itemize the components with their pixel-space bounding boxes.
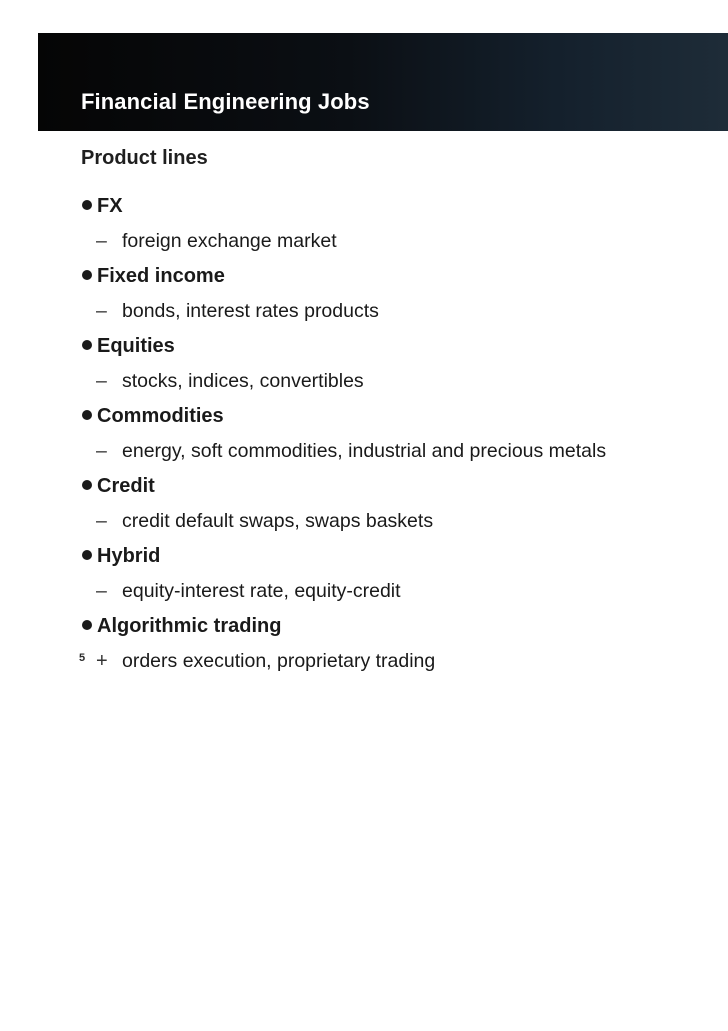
bullet-icon [82,270,92,280]
item-detail [75,434,725,469]
item-detail [75,224,725,259]
list-item-algorithmic-trading [75,609,725,679]
item-detail [75,364,725,399]
item-detail-text: stocks, indices, convertibles [122,370,364,392]
list-item-fixed-income [75,259,725,329]
item-detail-text: equity-interest rate, equity-credit [122,580,401,602]
bullet-icon [82,480,92,490]
list-item-fx [75,189,725,259]
list-item-credit [75,469,725,539]
item-heading [75,259,725,294]
item-detail-text: credit default swaps, swaps baskets [122,510,434,532]
item-detail [75,574,725,609]
item-label: Commodities [97,405,224,427]
item-detail-text: foreign exchange market [122,230,337,252]
bullet-icon [82,550,92,560]
item-label: Credit [97,475,155,497]
slide-title: Financial Engineering Jobs [81,89,370,114]
page-number: 5 [79,652,86,664]
bullet-icon [82,620,92,630]
item-detail [75,294,725,329]
dash-icon: – [96,580,107,602]
item-heading [75,469,725,504]
item-detail [75,504,725,539]
item-heading [75,189,725,224]
dash-icon: – [96,370,107,392]
item-heading [75,609,725,644]
item-heading [75,539,725,574]
item-heading [75,329,725,364]
item-label: FX [97,195,123,217]
dash-icon: – [96,300,107,322]
dash-icon: – [96,230,107,252]
dash-icon: – [96,440,107,462]
list-item-hybrid [75,539,725,609]
plus-icon: + [96,650,108,672]
item-label: Hybrid [97,545,161,567]
item-label: Equities [97,335,175,357]
item-label: Algorithmic trading [97,615,282,637]
bullet-icon [82,200,92,210]
item-detail [75,644,725,679]
product-lines-list [75,189,725,679]
slide-subtitle: Product lines [81,147,208,169]
dash-icon: – [96,510,107,532]
item-detail-text: orders execution, proprietary trading [122,650,436,672]
bullet-icon [82,410,92,420]
item-heading [75,399,725,434]
list-item-equities [75,329,725,399]
header-bar [38,33,728,131]
list-item-commodities [75,399,725,469]
item-detail-text: bonds, interest rates products [122,300,379,322]
item-detail-text: energy, soft commodities, industrial and precious metals [122,440,607,462]
item-label: Fixed income [97,265,225,287]
bullet-icon [82,340,92,350]
